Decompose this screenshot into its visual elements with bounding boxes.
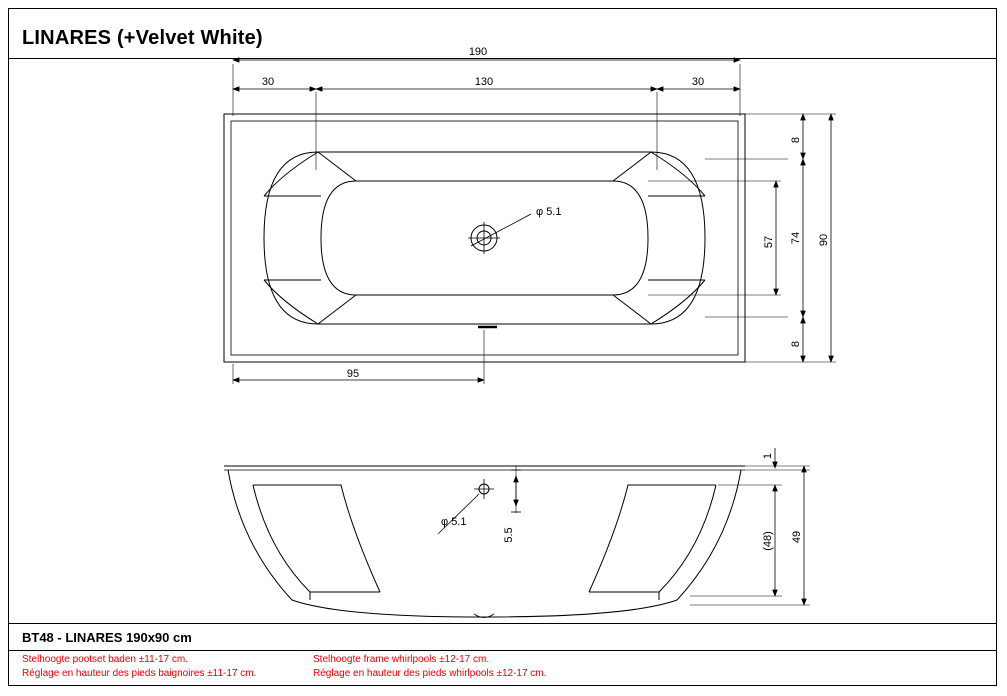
dim-right-overall: 90 <box>818 233 830 247</box>
dim-drain-diameter-top: φ 5.1 <box>536 206 562 218</box>
dim-bottom-offset: 95 <box>346 368 360 380</box>
page-title: LINARES (+Velvet White) <box>22 27 263 49</box>
dim-right-bottom-margin: 8 <box>790 340 802 348</box>
dim-top-overall: 190 <box>468 46 488 58</box>
dim-top-right-margin: 30 <box>691 76 705 88</box>
note-legs-bath-nl: Stelhoogte pootset baden ±11-17 cm. <box>22 654 188 665</box>
dim-top-inner: 130 <box>474 76 494 88</box>
note-frame-whirlpool-nl: Stelhoogte frame whirlpools ±12-17 cm. <box>313 654 490 665</box>
dim-section-rim: 1 <box>762 452 774 460</box>
dim-right-top-margin: 8 <box>790 136 802 144</box>
dim-drain-diameter-section: φ 5.1 <box>441 516 467 528</box>
drawing-caption: BT48 - LINARES 190x90 cm <box>22 630 192 645</box>
dim-section-water: 5.5 <box>503 527 515 543</box>
dim-right-mid: 74 <box>790 231 802 245</box>
note-frame-whirlpool-fr: Réglage en hauteur des pieds whirlpools ±12-17 cm. <box>313 668 547 679</box>
dim-top-left-margin: 30 <box>261 76 275 88</box>
dim-right-inner: 57 <box>763 235 775 249</box>
note-legs-bath-fr: Réglage en hauteur des pieds baignoires ±11-17 cm. <box>22 668 257 679</box>
dim-section-overall-height: 49 <box>791 530 803 544</box>
dim-section-inner-depth: (48) <box>762 531 774 551</box>
